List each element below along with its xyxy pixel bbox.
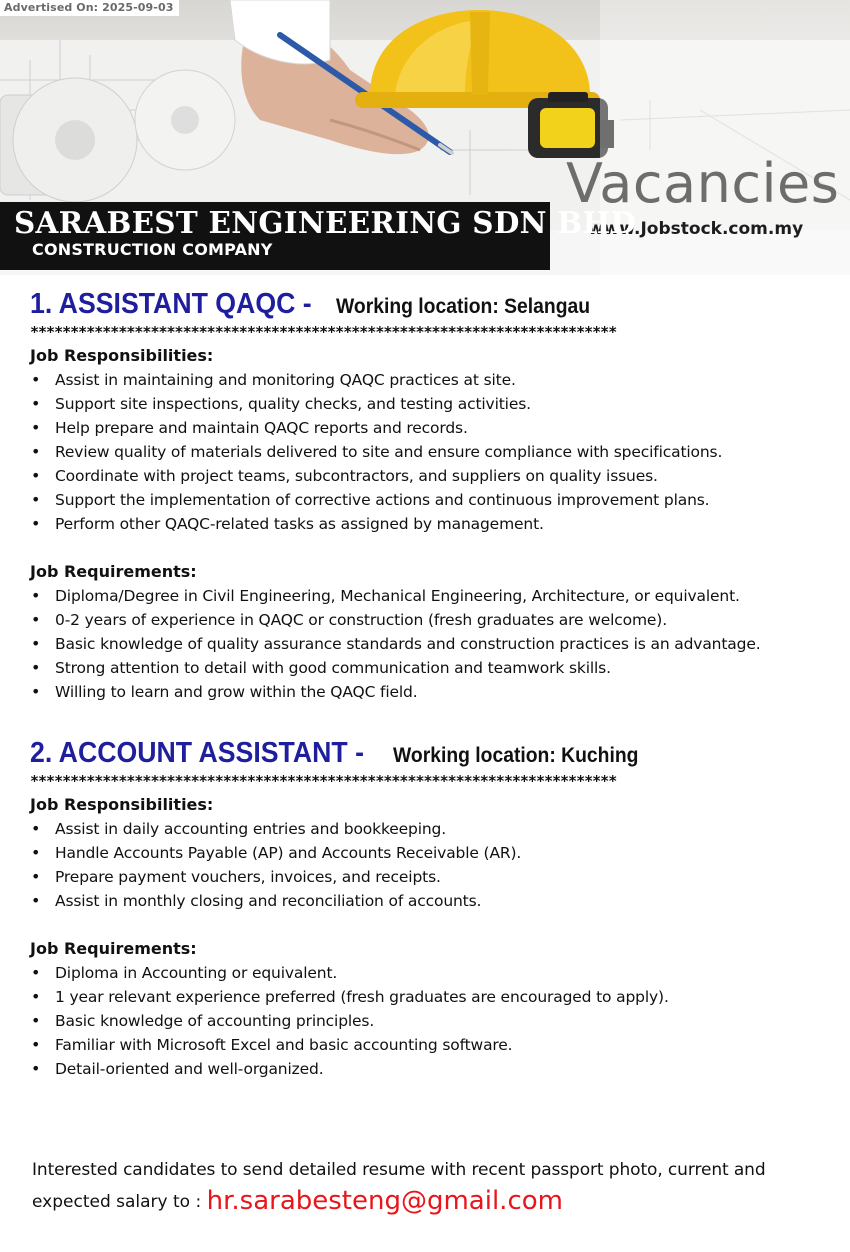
list-item: • Assist in daily accounting entries and bookkeeping. [30, 817, 830, 841]
requirements-heading: Job Requirements: [30, 562, 197, 581]
job-title-row [30, 288, 830, 324]
list-item: • Diploma in Accounting or equivalent. [30, 961, 830, 985]
job-title-row [30, 737, 830, 773]
requirements-list [30, 961, 830, 1081]
requirements-heading: Job Requirements: [30, 939, 197, 958]
list-item: • 0-2 years of experience in QAQC or construction (fresh graduates are welcome). [30, 608, 830, 632]
responsibilities-heading: Job Responsibilities: [30, 795, 214, 814]
instructions-email-row [32, 1185, 822, 1219]
list-item: • Assist in monthly closing and reconciliation of accounts. [30, 889, 830, 913]
company-name: SARABEST ENGINEERING SDN BHD [14, 206, 637, 241]
separator: ************************************************************************* [30, 324, 617, 340]
job-location: Working location: Selangau [336, 295, 591, 318]
list-item: • Strong attention to detail with good communication and teamwork skills. [30, 656, 830, 680]
responsibilities-heading: Job Responsibilities: [30, 346, 214, 365]
job-title: 2. ACCOUNT ASSISTANT - [30, 737, 365, 769]
list-item: • Coordinate with project teams, subcontractors, and suppliers on quality issues. [30, 464, 830, 488]
contact-email-link[interactable]: hr.sarabesteng@gmail.com [206, 1186, 563, 1216]
list-item: • Diploma/Degree in Civil Engineering, Mechanical Engineering, Architecture, or equivalent. [30, 584, 830, 608]
list-item: • Detail-oriented and well-organized. [30, 1057, 830, 1081]
job-title: 1. ASSISTANT QAQC - [30, 288, 312, 320]
vacancies-heading: Vacancies [566, 152, 840, 215]
company-name-box [0, 202, 637, 270]
header-banner [0, 0, 850, 275]
advertised-date: Advertised On: 2025-09-03 [0, 0, 179, 16]
list-item: • Basic knowledge of quality assurance standards and construction practices is an advantage. [30, 632, 830, 656]
responsibilities-list [30, 817, 830, 913]
instructions-text: Interested candidates to send detailed resume with recent passport photo, current and [32, 1160, 766, 1180]
list-item: • Review quality of materials delivered to site and ensure compliance with specifications. [30, 440, 830, 464]
list-item: • Assist in maintaining and monitoring QAQC practices at site. [30, 368, 830, 392]
list-item: • Perform other QAQC-related tasks as assigned by management. [30, 512, 830, 536]
separator: ************************************************************************* [30, 773, 617, 789]
job-section-2 [30, 737, 830, 1081]
website-link[interactable]: www.Jobstock.com.my [588, 219, 804, 239]
list-item: • Support the implementation of corrective actions and continuous improvement plans. [30, 488, 830, 512]
responsibilities-list [30, 368, 830, 536]
list-item: • Handle Accounts Payable (AP) and Accounts Receivable (AR). [30, 841, 830, 865]
list-item: • Help prepare and maintain QAQC reports and records. [30, 416, 830, 440]
job-location: Working location: Kuching [393, 744, 639, 767]
instructions-prefix: expected salary to : [32, 1192, 207, 1212]
list-item: • Prepare payment vouchers, invoices, and receipts. [30, 865, 830, 889]
list-item: • Familiar with Microsoft Excel and basic accounting software. [30, 1033, 830, 1057]
list-item: • Support site inspections, quality checks, and testing activities. [30, 392, 830, 416]
list-item: • Basic knowledge of accounting principles. [30, 1009, 830, 1033]
list-item: • 1 year relevant experience preferred (fresh graduates are encouraged to apply). [30, 985, 830, 1009]
list-item: • Willing to learn and grow within the QAQC field. [30, 680, 830, 704]
application-instructions [32, 1155, 822, 1219]
job-section-1 [30, 288, 830, 704]
requirements-list [30, 584, 830, 704]
company-type: CONSTRUCTION COMPANY [32, 240, 273, 259]
